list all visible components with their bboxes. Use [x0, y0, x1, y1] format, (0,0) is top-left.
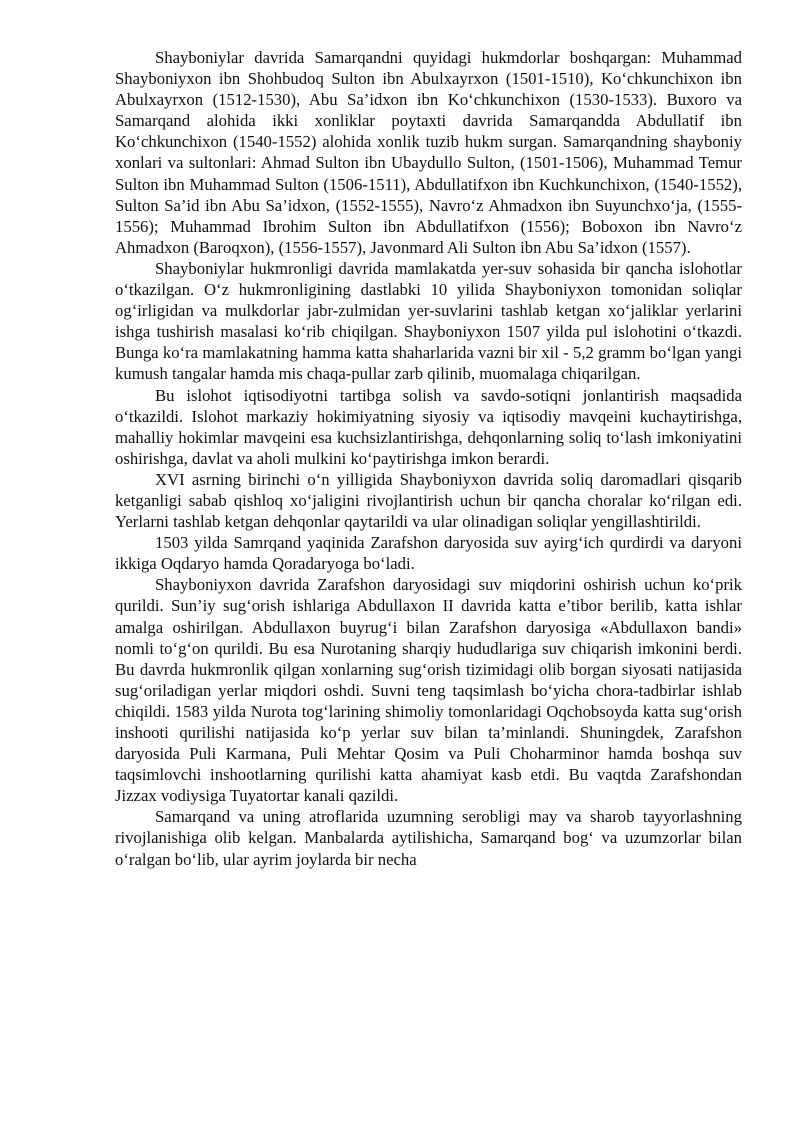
document-page	[115, 47, 742, 870]
paragraph-tax-relief: XVI asrning birinchi o‘n yilligida Shayboniyxon davrida soliq daromadlari qisqarib ketganligi sabab qishloq xo‘jaligini rivojlantirish uchun bir qancha choralar ko‘rilgan edi. Yerlarni tashlab ketgan dehqonlar qaytarildi va ular olinadigan soliqlar yengillashtirildi.	[115, 469, 742, 532]
paragraph-irrigation: Shayboniyxon davrida Zarafshon daryosidagi suv miqdorini oshirish uchun ko‘prik qurildi. Sun’iy sug‘orish ishlariga Abdullaxon II davrida katta e’tibor berilib, katta ishlar amalga oshirilgan. Abdullaxon buyrug‘i bilan Zarafshon daryosiga «Abdullaxon bandi» nomli to‘g‘on qurildi. Bu esa Nurotaning sharqiy hududlariga suv chiqarish imkonini berdi. Bu davrda hukmronlik qilgan xonlarning sug‘orish tizimidagi olib borgan siyosati natijasida sug‘oriladigan yerlar miqdori oshdi. Suvni teng taqsimlash bo‘yicha chora-tadbirlar ishlab chiqildi. 1583 yilda Nurota tog‘larining shimoliy tomonlaridagi Oqchobsoyda katta sug‘orish inshooti qurilishi natijasida ko‘p yerlar suv bilan ta’minlandi. Shuningdek, Zarafshon daryosida Puli Karmana, Puli Mehtar Qosim va Puli Choharminor hamda boshqa suv taqsimlovchi inshootlarning qurilishi katta ahamiyat kasb etdi. Bu vaqtda Zarafshondan Jizzax vodiysiga Tuyatortar kanali qazildi.	[115, 575, 742, 806]
paragraph-water-divider: 1503 yilda Samrqand yaqinida Zarafshon daryosida suv ayirg‘ich qurdirdi va daryoni ikkiga Oqdaryo hamda Qoradaryoga bo‘ladi.	[115, 533, 742, 574]
paragraph-land-reforms: Shayboniylar hukmronligi davrida mamlakatda yer-suv sohasida bir qancha islohotlar o‘tkazilgan. O‘z hukmronligining dastlabki 10 yilida Shayboniyxon tomonidan soliqlar og‘irligidan va mulkdorlar jabr-zulmidan yer-suvlarini tashlab ketgan xo‘jaliklar yerlarini ishga tushirish masalasi ko‘rib chiqilgan. Shayboniyxon 1507 yilda pul islohotini o‘tkazdi. Bunga ko‘ra mamlakatning hamma katta shaharlarida vazni bir xil - 5,2 gramm bo‘lgan yangi kumush tangalar hamda mis chaqa-pullar zarb qilinib, muomalaga chiqarilgan.	[115, 258, 742, 384]
paragraph-viticulture: Samarqand va uning atroflarida uzumning serobligi may va sharob tayyorlashning rivojlanishiga olib kelgan. Manbalarda aytilishicha, Samarqand bog‘ va uzumzorlar bilan o‘ralgan bo‘lib, ular ayrim joylarda bir necha	[115, 807, 742, 869]
paragraph-rulers: Shayboniylar davrida Samarqandni quyidagi hukmdorlar boshqargan: Muhammad Shayboniyxon ibn Shohbudoq Sulton ibn Abulxayrxon (1501-1510), Ko‘chkunchixon ibn Abulxayrxon (1512-1530), Abu Sa’idxon ibn Ko‘chkunchixon (1530-1533). Buxoro va Samarqand alohida ikki xonliklar poytaxti davrida Samarqandda Abdullatif ibn Ko‘chkunchixon (1540-1552) alohida xonlik tuzib hukm surgan. Samarqandning shayboniy xonlari va sultonlari: Ahmad Sulton ibn Ubaydullo Sulton, (1501-1506), Muhammad Temur Sulton ibn Muhammad Sulton (1506-1511), Abdullatifxon ibn Kuchkunchixon, (1540-1552), Sulton Sa’id ibn Abu Sa’idxon, (1552-1555), Navro‘z Ahmadxon ibn Suyunchxo‘ja, (1555-1556); Muhammad Ibrohim Sulton ibn Abdullatifxon (1556); Boboxon ibn Navro‘z Ahmadxon (Baroqxon), (1556-1557), Javonmard Ali Sulton ibn Abu Sa’idxon (1557).	[115, 48, 742, 257]
paragraph-reform-purpose: Bu islohot iqtisodiyotni tartibga solish va savdo-sotiqni jonlantirish maqsadida o‘tkazildi. Islohot markaziy hokimiyatning siyosiy va iqtisodiy mavqeini kuchaytirishga, mahalliy hokimlar mavqeini esa kuchsizlantirishga, dehqonlarning soliq to‘lash imkoniyatini oshirishga, davlat va aholi mulkini ko‘paytirishga imkon berardi.	[115, 385, 742, 468]
